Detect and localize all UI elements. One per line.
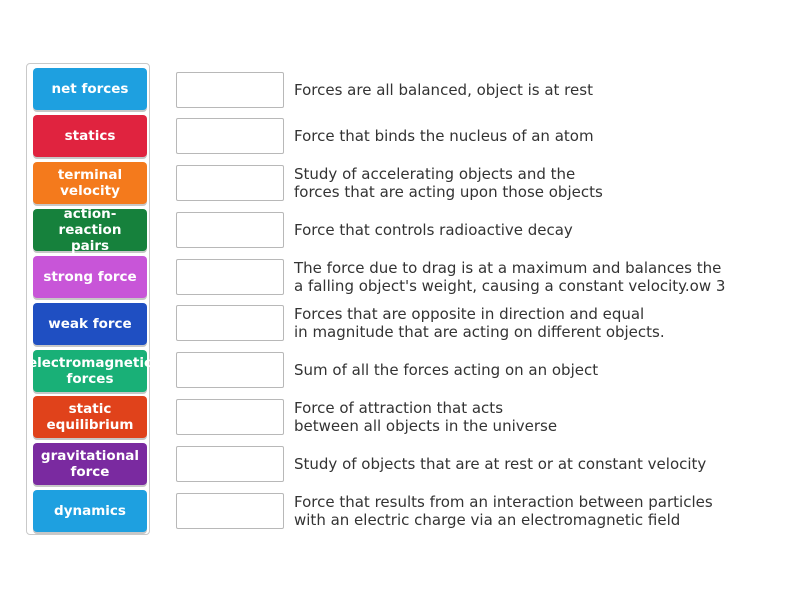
drop-target[interactable] [176, 399, 284, 435]
drop-target[interactable] [176, 72, 284, 108]
term-tile-label: electromagnetic forces [27, 355, 153, 387]
term-tile-label: statics [64, 128, 116, 144]
drop-target[interactable] [176, 305, 284, 341]
term-tile-label: action-reaction pairs [58, 206, 122, 254]
term-tile-label: strong force [43, 269, 137, 285]
term-tile-label: net forces [51, 81, 129, 97]
term-tile[interactable] [33, 443, 147, 485]
answer-row [176, 305, 776, 341]
definition-text: Force of attraction that acts between all objects in the universe [294, 399, 558, 435]
term-tile-label: weak force [48, 316, 132, 332]
definition-text: Force that controls radioactive decay [294, 221, 573, 239]
term-tile[interactable] [27, 350, 153, 392]
term-tile-label: dynamics [54, 503, 126, 519]
drop-target[interactable] [176, 493, 284, 529]
answer-row [176, 118, 776, 154]
definition-text: Force that binds the nucleus of an atom [294, 127, 594, 145]
definition-text: Force that results from an interaction between particles with an electric charge via an electromagnetic field [294, 493, 713, 529]
drop-target[interactable] [176, 165, 284, 201]
definition-text: Sum of all the forces acting on an object [294, 361, 599, 379]
term-tile[interactable] [33, 256, 147, 298]
drop-target[interactable] [176, 118, 284, 154]
drop-target[interactable] [176, 212, 284, 248]
answer-row [176, 352, 776, 388]
answer-row [176, 165, 776, 201]
term-tile[interactable] [33, 162, 147, 204]
term-tile-label: terminal velocity [57, 167, 123, 199]
term-tile[interactable] [33, 115, 147, 157]
answer-row [176, 399, 776, 435]
definition-text: Study of accelerating objects and the forces that are acting upon those objects [294, 165, 603, 201]
definition-text: The force due to drag is at a maximum and balances the a falling object's weight, causing a constant velocity.ow 3 [294, 259, 726, 295]
answer-row [176, 493, 776, 529]
answer-row [176, 212, 776, 248]
drop-target[interactable] [176, 446, 284, 482]
term-tile[interactable] [33, 396, 147, 438]
definition-text: Forces that are opposite in direction and equal in magnitude that are acting on different objects. [294, 305, 665, 341]
drop-target[interactable] [176, 259, 284, 295]
term-tile[interactable] [33, 206, 147, 254]
term-tile-label: static equilibrium [46, 401, 134, 433]
definition-text: Forces are all balanced, object is at rest [294, 81, 593, 99]
term-tile-label: gravitational force [40, 448, 140, 480]
answer-row [176, 72, 776, 108]
answer-row [176, 259, 776, 295]
term-tile[interactable] [33, 68, 147, 110]
term-tile[interactable] [33, 490, 147, 532]
term-tile[interactable] [33, 303, 147, 345]
definition-text: Study of objects that are at rest or at constant velocity [294, 455, 707, 473]
answer-row [176, 446, 776, 482]
tile-bank [26, 63, 153, 535]
drop-target[interactable] [176, 352, 284, 388]
